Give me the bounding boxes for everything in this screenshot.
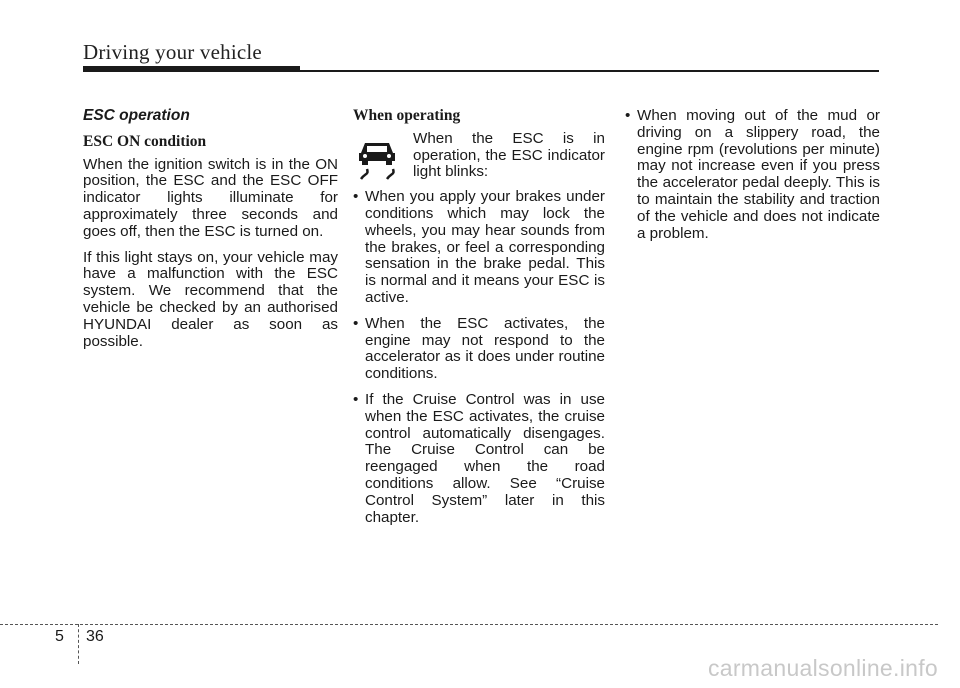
indicator-text: When the ESC is in operation, the ESC indicator light blinks: [413, 129, 605, 181]
bullet-item [353, 316, 605, 383]
column-1 [83, 108, 338, 359]
chapter-number: 5 [55, 628, 64, 645]
bullet-text: If the Cruise Control was in use when the ESC activates, the cruise control automatically disengages. The Cruise Control can be reengaged when the road conditions allow. See “Cruise Control System” later in this chapter. [365, 390, 605, 526]
bullet-item [353, 189, 605, 307]
column-2 [353, 108, 605, 535]
subsection-title-esc-on: ESC ON condition [83, 132, 207, 150]
page-number: 36 [86, 628, 104, 645]
subsection-title-when-operating: When operating [353, 107, 461, 124]
bullet-glyph: • [353, 314, 359, 332]
bullet-glyph: • [625, 107, 631, 124]
paragraph: If this light stays on, your vehicle may have a malfunction with the ESC system. We recommend that the vehicle be checked by an authorised HYUNDAI dealer as soon as possible. [83, 248, 338, 350]
watermark: carmanualsonline.info [707, 655, 938, 681]
bullet-glyph: • [353, 390, 359, 408]
header-title: Driving your vehicle [83, 40, 262, 64]
header-rule-accent [83, 66, 300, 72]
esc-skid-icon [353, 133, 401, 181]
bullet-text: When moving out of the mud or driving on a slippery road, the engine rpm (revolutions per minute) may not increase even if you press the accelerator pedal deeply. This is to maintain the stability and traction of the vehicle and does not indicate a problem. [637, 107, 880, 242]
bullet-text: When the ESC activates, the engine may not respond to the accelerator as it does under routine conditions. [365, 314, 605, 383]
section-title: ESC operation [83, 107, 190, 124]
paragraph: When the ignition switch is in the ON position, the ESC and the ESC OFF indicator lights illuminate for approximately three seconds and goes off, then the ESC is turned on. [83, 155, 338, 240]
footer-rule [0, 624, 938, 625]
footer-divider [78, 624, 79, 664]
bullet-item [625, 108, 880, 242]
bullet-glyph: • [353, 188, 359, 206]
indicator-description [353, 131, 605, 181]
bullet-item [353, 392, 605, 526]
column-3 [625, 108, 880, 251]
bullet-text: When you apply your brakes under conditions which may lock the wheels, you may hear sounds from the brakes, or feel a corresponding sensation in the brake pedal. This is normal and it means your ESC is active. [365, 188, 605, 306]
